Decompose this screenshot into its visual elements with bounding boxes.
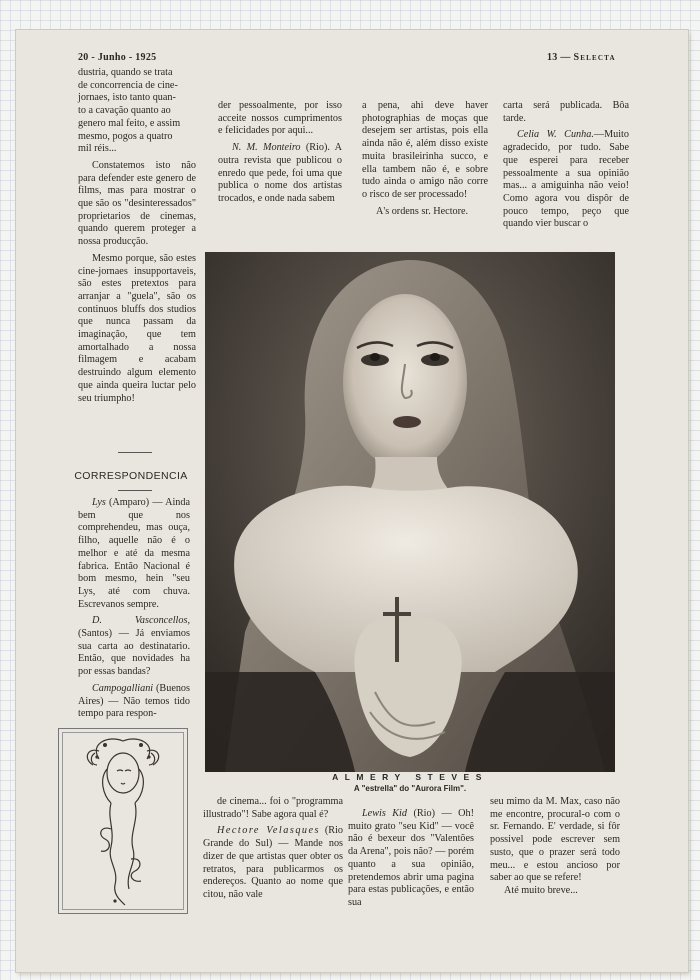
column-4-top [503,100,629,231]
col1-line: mesmo, pogos a quatro [78,130,173,142]
reply-text: A's ordens sr. Hectore. [376,205,469,217]
col1-line: de concorrencia de cine- [78,79,178,91]
reply-text: (Amparo) — Ainda bem que nos comprehendeu, mas ouça, filho, aquelle não é o melhor e até da mesma fabrica. Então Nacional é bom mesmo, hein "seu Lys, até com chuva. Escrevanos sempre. [78,497,190,610]
column-3-top [362,100,488,218]
column-2-bottom [203,796,343,902]
reply-text: carta será publicada. Bôa tarde. [503,100,629,124]
column-4-bottom [490,796,620,898]
letter-vasconcellos [78,615,190,679]
magazine-title: Selecta [573,52,616,63]
correspondent-name: N. M. Monteiro [232,142,301,154]
correspondent-name: Lys [92,497,106,508]
letter-campogalliani [78,683,190,721]
reply-text: a pena, ahi deve haver photographias de moças que desejem ser artistas, pois ella ainda não é, além disso existe muita brasileirinha succo, e ella tambem não é, e sobre tudo ainda o amigo não corre o risco de ser processado! [362,100,488,200]
issue-date: 20 - Junho - 1925 [78,52,157,63]
section-title: CORRESPONDENCIA [74,470,188,482]
letter-velasques [203,825,343,901]
letter-lys [78,497,190,611]
column-1-correspondence [78,497,190,721]
correspondent-name: Celia W. Cunha. [517,129,594,141]
reply-text: (Rio) — Oh! muito grato "seu Kid" — você não é bexeur dos "Valentões da Arena", pois não? — porém quanto a sua opinião, pretendemos abrir uma pagina para estas publicações, e então sua [348,808,474,908]
correspondent-name: Lewis Kid [362,808,407,819]
col1-line: genero mal feito, e assim [78,117,181,129]
portrait-image [205,252,615,772]
paragraph-mesmo-porque: Mesmo porque, são estes cine-jornaes insupportaveis, são estes pretextos para arranjar a "guela", são os continuos bluffs dos studios que nunca passam da imaginação, que tem amortalhado a nossa filmagem e acabam destruindo algum elemento que ainda queira luctar pelo seu triumpho! [78,252,196,404]
letter-celia [503,129,629,231]
page-header: 13 — Selecta [547,52,616,63]
col1-line: to a cavação quanto ao [78,105,171,117]
reply-text: der pessoalmente, por isso acceite nossos cumprimentos e felicidades por aqui... [218,100,342,137]
decorative-illustration [58,728,188,914]
reply-text: —Muito agradecido, por tudo. Sabe que esperei para receber pessoalmente a sua opinião mas... a amiguinha não veio! Como agora vou dispôr de pouco tempo, peço que quando vier buscar o [503,129,629,230]
reply-text: (Rio). A outra revista que publicou o enredo que pede, foi uma que publica o nome dos artistas trocados, e onde nada sabem [218,142,342,204]
reply-text: de cinema... foi o "programma illustrado"! Sabe agora qual é? [203,796,343,820]
reply-text: (Santos) — Já enviamos sua carta ao destinatario. Então, que novidades ha por essas bandas? [78,628,190,678]
column-3-bottom [348,808,474,910]
closing-text: Até muito breve... [504,884,578,896]
col1-line: mil réis... [78,143,117,155]
letter-lewis-kid [348,808,474,910]
divider [118,452,152,453]
letter-monteiro [218,142,342,206]
col1-line: dustria, quando se trata [78,67,173,78]
reply-text: (Rio Grande do Sul) — Mande nos dizer de que artistas quer obter os retratos, para publicarmos os endereços. Quanto ao nome que citou, não vale [203,825,343,900]
paragraph-constatemos: Constatemos isto não para defender este genero de films, mas para mostrar o que são os "desinteressados" proprietarios de cinemas, quando querem proteger a nossa producção. [78,159,196,248]
photo-caption-subtitle: A "estrella" do "Aurora Film". [353,784,467,793]
correspondent-name: D. Vasconcellos, [92,615,190,627]
correspondent-name: Campogalliani [92,682,154,694]
reply-text: seu mimo da M. Max, caso não me encontre, procural-o com o sr. Fernando. E' verdade, si fôr possivel pode escrever sem susto, que o prazer será todo meu... e estou ancioso por saber ao que se refere! [490,796,620,884]
correspondent-name: Hectore Velasques [217,825,320,837]
col1-line: jornaes, isto tanto quan- [78,92,176,104]
photo-caption-name: ALMERY STEVES [332,772,488,782]
divider [118,490,152,491]
column-2-top [218,100,342,206]
art-nouveau-figure-icon [59,729,187,913]
reply-text: (Buenos Aires) — Não temos tido tempo para respon- [78,682,190,720]
column-1-top [78,67,196,405]
page-number: 13 [547,52,558,63]
actress-photo [205,252,615,772]
